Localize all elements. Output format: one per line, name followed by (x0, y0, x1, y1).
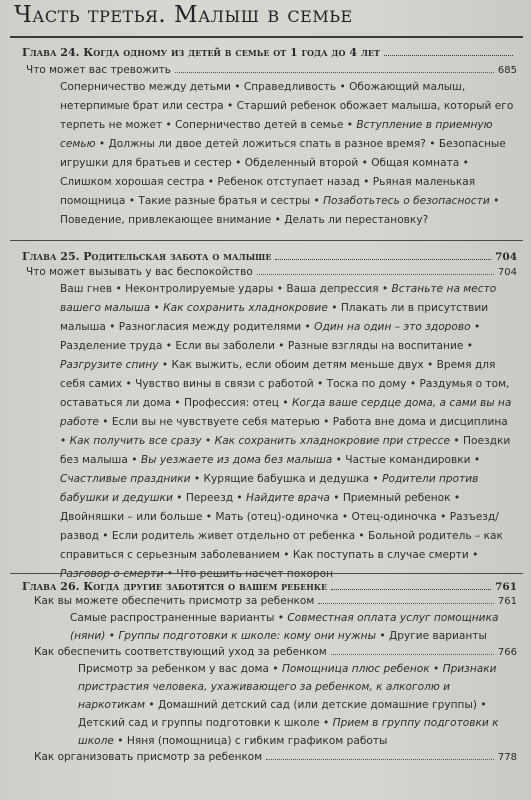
chapter-heading (0, 580, 531, 593)
toc-item: Что решить насчет похорон (176, 568, 334, 580)
bullet-separator: • (450, 435, 464, 447)
bullet-separator: • (204, 176, 218, 188)
bullet-separator: • (268, 663, 282, 675)
bullet-separator: • (127, 454, 141, 466)
bullet-separator: • (470, 454, 481, 466)
bullet-separator: • (423, 359, 437, 371)
bullet-separator: • (223, 100, 237, 112)
bullet-separator: • (231, 157, 245, 169)
bullet-separator: • (158, 359, 172, 371)
toc-item: Раздумья о том, оставаться ли дома (60, 378, 510, 409)
chapter-divider (10, 240, 523, 241)
bullet-separator: • (429, 663, 443, 675)
toc-item: Группы подготовки к школе: кому они нужны (118, 630, 376, 642)
section-heading (0, 646, 531, 658)
toc-item: Время для себя самих (60, 359, 496, 390)
toc-item: Отец-одиночка (351, 511, 437, 523)
bullet-separator: • (162, 119, 176, 131)
toc-item: Поездки без малыша (60, 435, 511, 466)
toc-item: Приемный ребенок (342, 492, 451, 504)
toc-item: Частые командировки (345, 454, 471, 466)
bullet-separator: • (105, 321, 119, 333)
bullet-separator: • (310, 195, 324, 207)
toc-item: Разногласия между родителями (118, 321, 302, 333)
bullet-separator: • (359, 176, 373, 188)
chapter-title: Глава 25. Родительская забота о малыше (22, 250, 272, 263)
bullet-separator: • (113, 735, 127, 747)
bullet-separator: • (463, 340, 474, 352)
toc-item: Няня (помощница) с гибким графиком работы (126, 735, 388, 747)
section-page: 761 (497, 596, 517, 607)
bullet-separator: • (274, 340, 288, 352)
part-divider (10, 36, 523, 38)
bullet-separator: • (233, 492, 247, 504)
toc-item: Справедливость (243, 81, 337, 93)
toc-item: Безопасные игрушки для братьев и сестер (60, 138, 506, 169)
bullet-separator: • (301, 321, 315, 333)
bullet-separator: • (313, 378, 327, 390)
leader-dots (275, 259, 491, 260)
section-page: 778 (497, 752, 517, 763)
bullet-separator: • (202, 511, 216, 523)
toc-item: Старший ребенок обожает малыша, который его терпеть не может (60, 100, 514, 131)
bullet-separator: • (450, 492, 461, 504)
bullet-separator: • (329, 492, 343, 504)
leader-dots (331, 654, 494, 655)
chapter-heading (0, 250, 531, 263)
chapter-title: Глава 24. Когда одному из детей в семье от 1 года до 4 лет (22, 46, 380, 59)
bullet-separator: • (425, 138, 439, 150)
toc-item: Работа вне дома и дисциплина (332, 416, 508, 428)
bullet-separator: • (162, 340, 176, 352)
toc-item: Соперничество детей в семье (175, 119, 344, 131)
toc-item: Как поступать в случае смерти (292, 549, 469, 561)
toc-item: Вы уезжаете из дома без малыша (140, 454, 333, 466)
bullet-separator: • (95, 138, 109, 150)
toc-item: Если вы заболели (175, 340, 275, 352)
bullet-separator: • (60, 435, 70, 447)
bullet-separator: • (319, 717, 333, 729)
chapter-24 (0, 46, 531, 230)
section-items (0, 609, 531, 645)
toc-item: Прием в группу подготовки к школе (78, 717, 499, 747)
toc-item: Разговор о смерти (60, 568, 164, 580)
leader-dots (175, 72, 494, 73)
chapter-title: Глава 26. Когда другие заботятся о вашем ребенке (22, 580, 328, 593)
toc-item: Найдите врача (246, 492, 330, 504)
bullet-separator: • (468, 549, 479, 561)
section-page: 766 (497, 647, 517, 658)
section-heading (0, 595, 531, 607)
toc-item: Обожающий малыш, нетерпимые брат или сестра (60, 81, 466, 112)
toc-item: Признаки пристрастия человека, ухаживающего за ребенком, к алкоголю и наркотикам (78, 663, 497, 711)
bullet-separator: • (375, 630, 389, 642)
bullet-separator: • (336, 81, 350, 93)
toc-item: Другие варианты (388, 630, 487, 642)
section-page: 704 (497, 267, 517, 278)
bullet-separator: • (489, 195, 500, 207)
bullet-separator: • (327, 302, 341, 314)
toc-item: Слишком хорошая сестра (60, 176, 205, 188)
toc-item: Встаньте на место вашего малыша (60, 283, 497, 314)
section-items (0, 280, 531, 584)
toc-item: Мать (отец)-одиночка (215, 511, 339, 523)
toc-item: Профессия: отец (183, 397, 279, 409)
toc-item: Один на один – это здорово (314, 321, 471, 333)
bullet-separator: • (98, 530, 112, 542)
toc-item: Неконтролируемые удары (125, 283, 274, 295)
toc-item: Счастливые праздники (60, 473, 191, 485)
bullet-separator: • (230, 81, 244, 93)
section-page: 685 (497, 65, 517, 76)
toc-item: Курящие бабушка и дедушка (203, 473, 370, 485)
bullet-separator: • (190, 473, 204, 485)
toc-item: Разделение труда (60, 340, 163, 352)
toc-item: Если родитель живет отдельно от ребенка (111, 530, 356, 542)
bullet-separator: • (144, 699, 158, 711)
toc-item: Как сохранить хладнокровие (163, 302, 328, 314)
toc-item: Разные взгляды на воспитание (287, 340, 464, 352)
bullet-separator: • (355, 530, 369, 542)
bullet-separator: • (369, 473, 383, 485)
chapter-divider (10, 573, 523, 574)
toc-item: Если вы не чувствуете себя матерью (111, 416, 320, 428)
toc-item: Домашний детский сад (или детские домашние группы) (157, 699, 477, 711)
bullet-separator: • (201, 435, 215, 447)
leader-dots (384, 55, 513, 56)
section-items (0, 78, 531, 230)
bullet-separator: • (105, 630, 119, 642)
leader-dots (257, 274, 494, 275)
bullet-separator: • (171, 397, 184, 409)
toc-item: Делать ли перестановку? (284, 214, 429, 226)
bullet-separator: • (476, 699, 487, 711)
toc-item: Двойняшки – или больше (60, 511, 203, 523)
bullet-separator: • (343, 119, 357, 131)
bullet-separator: • (279, 549, 293, 561)
chapter-25 (0, 250, 531, 584)
toc-item: Ребенок отступает назад (217, 176, 360, 188)
toc-item: Поведение, привлекающее внимание (60, 214, 272, 226)
toc-item: Как сохранить хладнокровие при стрессе (214, 435, 451, 447)
bullet-separator: • (172, 492, 186, 504)
toc-item: Разъезд/развод (60, 511, 499, 542)
bullet-separator: • (112, 283, 126, 295)
section-title: Что может вас тревожить (26, 64, 171, 76)
toc-item: Соперничество между детьми (60, 81, 231, 93)
bullet-separator: • (163, 568, 177, 580)
bullet-separator: • (459, 157, 469, 169)
bullet-separator: • (406, 378, 420, 390)
section-title: Как вы можете обеспечить присмотр за ребенком (34, 595, 315, 607)
chapter-26 (0, 580, 531, 763)
toc-item: Разгрузите спину (60, 359, 159, 371)
toc-item: Общая комната (371, 157, 460, 169)
bullet-separator: • (319, 416, 333, 428)
toc-item: Родители против бабушки и дедушки (60, 473, 479, 504)
toc-item: Ваша депрессия (286, 283, 379, 295)
bullet-separator: • (338, 511, 352, 523)
chapter-page: 761 (495, 581, 517, 593)
toc-item: Такие разные братья и сестры (138, 195, 311, 207)
bullet-separator: • (150, 302, 164, 314)
bullet-separator: • (122, 378, 136, 390)
section-heading (0, 64, 531, 76)
section-title: Как организовать присмотр за ребенком (34, 751, 263, 763)
leader-dots (331, 589, 491, 590)
toc-item: Ваш гнев (60, 283, 113, 295)
toc-item: Рьяная маленькая помощница (60, 176, 476, 207)
section-title: Как обеспечить соответствующий уход за ребенком (34, 646, 327, 658)
toc-item: Совместная оплата услуг помощника (няни) (70, 612, 499, 642)
section-title: Что может вызывать у вас беспокойство (26, 266, 253, 278)
bullet-separator: • (273, 283, 287, 295)
part-title: Часть третья. Малыш в семье (14, 2, 353, 28)
toc-item: Когда ваше сердце дома, а сами вы на работе (60, 397, 512, 428)
bullet-separator: • (274, 612, 288, 624)
toc-item: Присмотр за ребенком у вас дома (78, 663, 269, 675)
toc-item: Позаботьтесь о безопасности (323, 195, 490, 207)
section-heading (0, 266, 531, 278)
leader-dots (318, 603, 494, 604)
toc-item: Должны ли двое детей ложиться спать в разное время? (108, 138, 426, 150)
section-heading (0, 751, 531, 763)
bullet-separator: • (470, 321, 481, 333)
bullet-separator: • (436, 511, 450, 523)
section-items (0, 660, 531, 750)
toc-item: Как выжить, если обоим детям меньше двух (171, 359, 424, 371)
chapter-heading (0, 46, 531, 59)
bullet-separator: • (271, 214, 285, 226)
bullet-separator: • (98, 416, 112, 428)
toc-item: Чувство вины в связи с работой (135, 378, 314, 390)
toc-item: Обделенный второй (244, 157, 359, 169)
bullet-separator: • (378, 283, 392, 295)
toc-item: Самые распространенные варианты (70, 612, 275, 624)
toc-item: Помощница плюс ребенок (281, 663, 430, 675)
bullet-separator: • (332, 454, 346, 466)
toc-item: Как получить все сразу (69, 435, 202, 447)
toc-item: Вступление в приемную семью (60, 119, 493, 150)
toc-item: Больной родитель – как справиться с серьезным заболеванием (60, 530, 503, 561)
chapter-page: 704 (495, 251, 517, 263)
bullet-separator: • (278, 397, 292, 409)
bullet-separator: • (358, 157, 372, 169)
toc-item: Детский сад и группы подготовки к школе (78, 717, 320, 729)
toc-item: Тоска по дому (326, 378, 407, 390)
toc-item: Плакать ли в присутствии малыша (60, 302, 489, 333)
toc-item: Переезд (185, 492, 234, 504)
bullet-separator: • (125, 195, 139, 207)
leader-dots (266, 759, 494, 760)
